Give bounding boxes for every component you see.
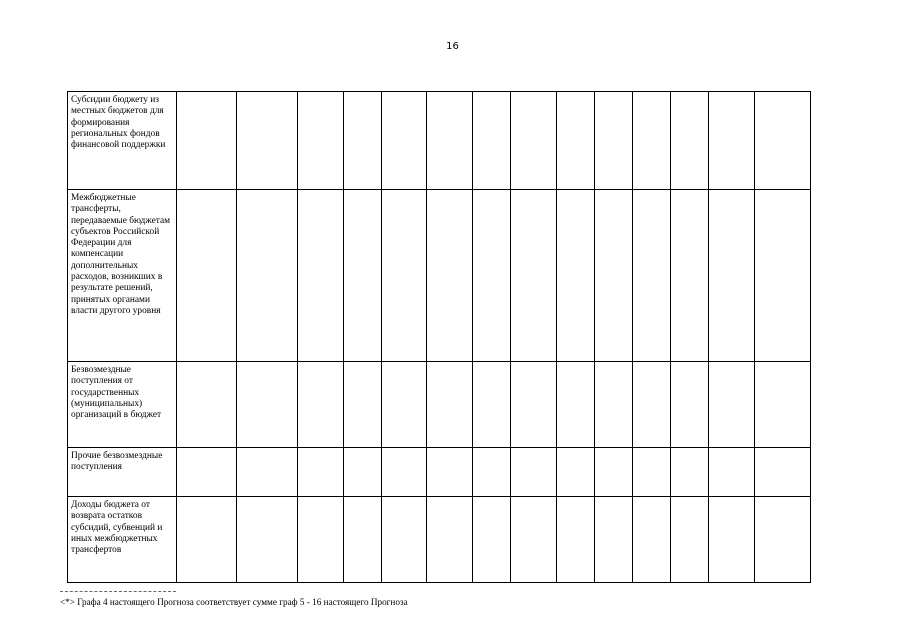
table-cell xyxy=(382,190,427,362)
table-cell xyxy=(671,92,709,190)
table-cell xyxy=(511,448,557,497)
table-cell xyxy=(473,497,511,583)
table-cell xyxy=(511,190,557,362)
table-cell xyxy=(595,448,633,497)
table-cell xyxy=(344,448,382,497)
table-cell xyxy=(755,497,811,583)
table-cell xyxy=(344,362,382,448)
table-cell xyxy=(671,448,709,497)
table-cell xyxy=(298,92,344,190)
table-cell xyxy=(709,92,755,190)
table-cell xyxy=(511,362,557,448)
table-cell xyxy=(755,190,811,362)
table-row xyxy=(68,448,811,497)
table-cell xyxy=(671,362,709,448)
table-cell xyxy=(298,497,344,583)
table-cell xyxy=(557,92,595,190)
table-cell xyxy=(427,362,473,448)
row-label: Доходы бюджета от возврата остатков субсидий, субвенций и иных межбюджетных трансфертов xyxy=(68,497,177,583)
table-cell xyxy=(755,448,811,497)
table-cell xyxy=(709,497,755,583)
table-cell xyxy=(344,190,382,362)
table-row xyxy=(68,362,811,448)
table-cell xyxy=(473,362,511,448)
table-cell xyxy=(427,190,473,362)
table-cell xyxy=(709,362,755,448)
table-cell xyxy=(755,362,811,448)
table-cell xyxy=(633,92,671,190)
table-cell xyxy=(177,190,237,362)
table-cell xyxy=(595,190,633,362)
page-number: 16 xyxy=(446,41,459,52)
footnote-divider xyxy=(60,591,176,592)
row-label: Прочие безвозмездные поступления xyxy=(68,448,177,497)
table-cell xyxy=(709,190,755,362)
forecast-table xyxy=(67,91,811,583)
table-cell xyxy=(237,497,298,583)
table-cell xyxy=(557,362,595,448)
table-cell xyxy=(633,497,671,583)
table-cell xyxy=(237,448,298,497)
table-cell xyxy=(382,497,427,583)
table-cell xyxy=(633,362,671,448)
table-cell xyxy=(557,190,595,362)
table-cell xyxy=(633,448,671,497)
table-cell xyxy=(427,497,473,583)
table-cell xyxy=(755,92,811,190)
table-cell xyxy=(595,362,633,448)
table-cell xyxy=(177,448,237,497)
footnote-text: <*> Графа 4 настоящего Прогноза соответствует сумме граф 5 - 16 настоящего Прогноза xyxy=(60,597,408,607)
table-cell xyxy=(595,497,633,583)
table-cell xyxy=(671,190,709,362)
table-cell xyxy=(344,497,382,583)
table-row xyxy=(68,92,811,190)
table-cell xyxy=(177,497,237,583)
table-row xyxy=(68,497,811,583)
table-cell xyxy=(382,92,427,190)
table-cell xyxy=(427,448,473,497)
table-cell xyxy=(473,448,511,497)
table-cell xyxy=(237,190,298,362)
row-label: Субсидии бюджету из местных бюджетов для формирования региональных фондов финансовой поддержки xyxy=(68,92,177,190)
table-cell xyxy=(595,92,633,190)
table-cell xyxy=(237,92,298,190)
table-cell xyxy=(298,190,344,362)
table-cell xyxy=(237,362,298,448)
table-cell xyxy=(557,448,595,497)
table-cell xyxy=(473,92,511,190)
table-cell xyxy=(671,497,709,583)
row-label: Межбюджетные трансферты, передаваемые бюджетам субъектов Российской Федерации для компенсации дополнительных расходов, возникших в результате решений, принятых органами власти другого уровня xyxy=(68,190,177,362)
table-cell xyxy=(382,448,427,497)
table-cell xyxy=(177,92,237,190)
table-cell xyxy=(709,448,755,497)
table-row xyxy=(68,190,811,362)
table-cell xyxy=(511,497,557,583)
table-cell xyxy=(177,362,237,448)
table-cell xyxy=(298,362,344,448)
table-cell xyxy=(298,448,344,497)
table-cell xyxy=(633,190,671,362)
table-cell xyxy=(382,362,427,448)
table-cell xyxy=(511,92,557,190)
table-cell xyxy=(344,92,382,190)
row-label: Безвозмездные поступления от государственных (муниципальных) организаций в бюджет xyxy=(68,362,177,448)
table-cell xyxy=(473,190,511,362)
table-cell xyxy=(557,497,595,583)
table-cell xyxy=(427,92,473,190)
